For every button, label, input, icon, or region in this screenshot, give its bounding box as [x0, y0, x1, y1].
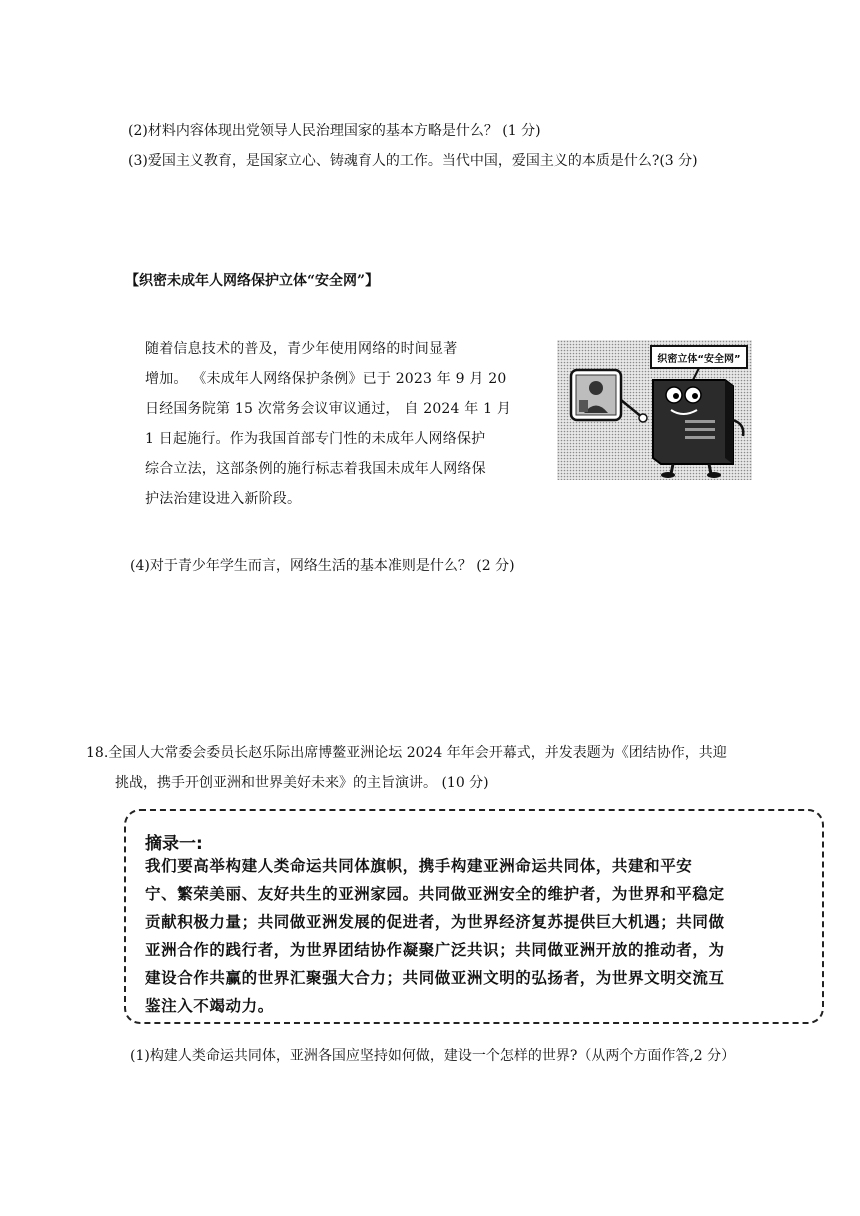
excerpt-line: 建设合作共赢的世界汇聚强大合力；共同做亚洲文明的弘扬者，为世界文明交流互	[145, 969, 725, 987]
paragraph-line: 1 日起施行。作为我国首部专门性的未成年人网络保护	[145, 431, 486, 447]
paragraph-line: 随着信息技术的普及，青少年使用网络的时间显著	[145, 341, 458, 357]
question-3: (3)爱国主义教育，是国家立心、铸魂育人的工作。当代中国，爱国主义的本质是什么?(3 分)	[128, 153, 698, 169]
paragraph-line: 增加。 《未成年人网络保护条例》已于 2023 年 9 月 20	[145, 371, 507, 387]
paragraph-line: 综合立法，这部条例的施行标志着我国未成年人网络保	[145, 461, 486, 477]
excerpt-title: 摘录一:	[145, 834, 203, 854]
section-title: 【织密未成年人网络保护立体“安全网”】	[125, 273, 380, 289]
question-18-line-2: 挑战，携手开创亚洲和世界美好未来》的主旨演讲。 (10 分)	[115, 775, 489, 791]
question-18-line-1: 18.全国人大常委会委员长赵乐际出席博鳌亚洲论坛 2024 年年会开幕式，并发表题为《团结协作，共迎	[86, 745, 727, 761]
sign-text: 织密立体“安全网”	[657, 354, 741, 365]
paragraph-line: 日经国务院第 15 次常务会议审议通过， 自 2024 年 1 月	[145, 401, 512, 417]
excerpt-line: 鉴注入不竭动力。	[145, 997, 274, 1015]
cartoon-book-icon	[557, 340, 752, 480]
excerpt-line: 我们要高举构建人类命运共同体旗帜，携手构建亚洲命运共同体，共建和平安	[145, 857, 693, 875]
excerpt-line: 贡献积极力量；共同做亚洲发展的促进者，为世界经济复苏提供巨大机遇；共同做	[145, 913, 725, 931]
question-4: (4)对于青少年学生而言，网络生活的基本准则是什么？ (2 分)	[130, 558, 515, 574]
question-18-sub-1: (1)构建人类命运共同体，亚洲各国应坚持如何做，建设一个怎样的世界?（从两个方面作答,2 分）	[130, 1048, 736, 1064]
cartoon-illustration	[557, 340, 752, 480]
question-2: (2)材料内容体现出党领导人民治理国家的基本方略是什么？ (1 分)	[128, 123, 541, 139]
paragraph-line: 护法治建设进入新阶段。	[145, 491, 302, 507]
excerpt-line: 宁、繁荣美丽、友好共生的亚洲家园。共同做亚洲安全的维护者，为世界和平稳定	[145, 885, 725, 903]
excerpt-line: 亚洲合作的践行者，为世界团结协作凝聚广泛共识；共同做亚洲开放的推动者，为	[145, 941, 725, 959]
